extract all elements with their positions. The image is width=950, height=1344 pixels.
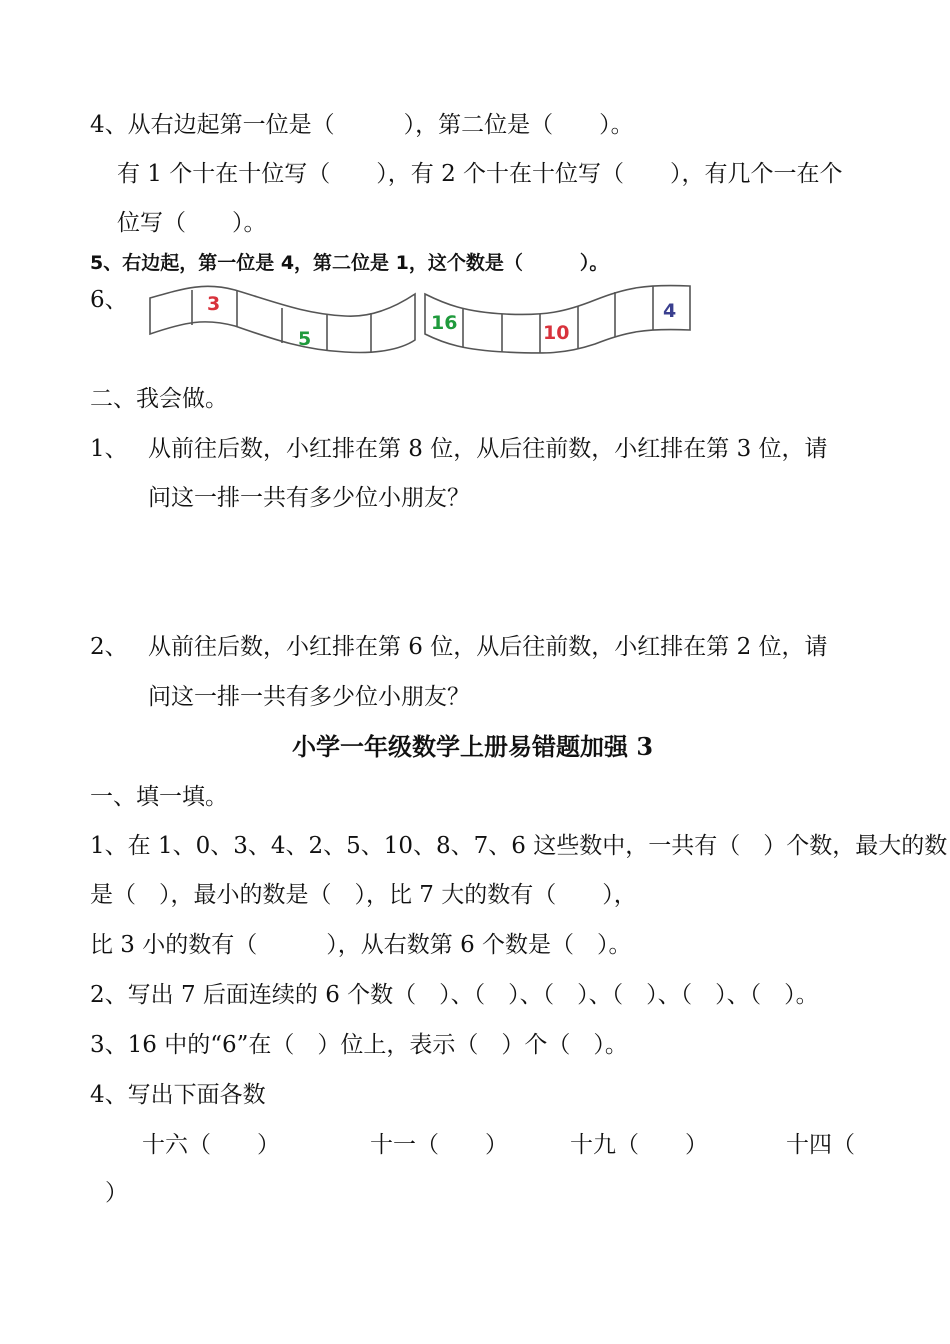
s3-q1-line2: 是（ ），最小的数是（ ），比 7 大的数有（ ）， — [90, 882, 637, 908]
strip-number-10: 10 — [543, 322, 570, 344]
s3-q4-item-19: 十九（ ） — [570, 1132, 708, 1158]
strip-number-5: 5 — [298, 328, 312, 350]
number-strip-figure — [145, 282, 695, 362]
part2-q1-number: 1、 — [90, 436, 128, 462]
s3-q1-line3: 比 3 小的数有（ ），从右数第 6 个数是（ ）。 — [90, 932, 632, 958]
section-title: 小学一年级数学上册易错题加强 3 — [292, 732, 654, 761]
part2-q2-number: 2、 — [90, 634, 128, 660]
strip-number-4: 4 — [663, 300, 677, 322]
part2-heading: 二、我会做。 — [90, 386, 228, 412]
s3-q4-item-14: 十四（ — [786, 1132, 855, 1158]
s3-q3: 3、16 中的“6”在（ ）位上，表示（ ）个（ ）。 — [90, 1032, 628, 1058]
part2-q1-line1: 从前往后数，小红排在第 8 位，从后往前数，小红排在第 3 位，请 — [148, 436, 828, 462]
q6-label: 6、 — [90, 287, 128, 313]
strip-number-3: 3 — [207, 293, 221, 315]
s3-q4-item-11: 十一（ ） — [370, 1132, 508, 1158]
q4-line2: 有 1 个十在十位写（ ），有 2 个十在十位写（ ），有几个一在个 — [117, 161, 843, 187]
s3-q4: 4、写出下面各数 — [90, 1082, 266, 1108]
s3-q4-item-16: 十六（ ） — [142, 1132, 280, 1158]
part2-q1-line2: 问这一排一共有多少位小朋友？ — [148, 485, 470, 511]
q4-line1: 4、从右边起第一位是（ ），第二位是（ ）。 — [90, 112, 634, 138]
part2-q2-line1: 从前往后数，小红排在第 6 位，从后往前数，小红排在第 2 位，请 — [148, 634, 828, 660]
s3-q2: 2、写出 7 后面连续的 6 个数（ ）、（ ）、（ ）、（ ）、（ ）、（ ）。 — [90, 982, 819, 1008]
s3-q4-tail: ） — [105, 1180, 128, 1206]
q4-line3: 位写（ ）。 — [117, 210, 267, 236]
s3-q1-line1: 1、在 1、0、3、4、2、5、10、8、7、6 这些数中，一共有（ ）个数，最大的数 — [90, 833, 948, 859]
part2-q2-line2: 问这一排一共有多少位小朋友？ — [148, 684, 470, 710]
left-wave-strip — [150, 286, 415, 352]
strip-number-16: 16 — [431, 312, 458, 334]
q5-text: 5、右边起，第一位是 4，第二位是 1，这个数是（ ）。 — [90, 252, 609, 274]
section3-heading: 一、填一填。 — [90, 784, 228, 810]
